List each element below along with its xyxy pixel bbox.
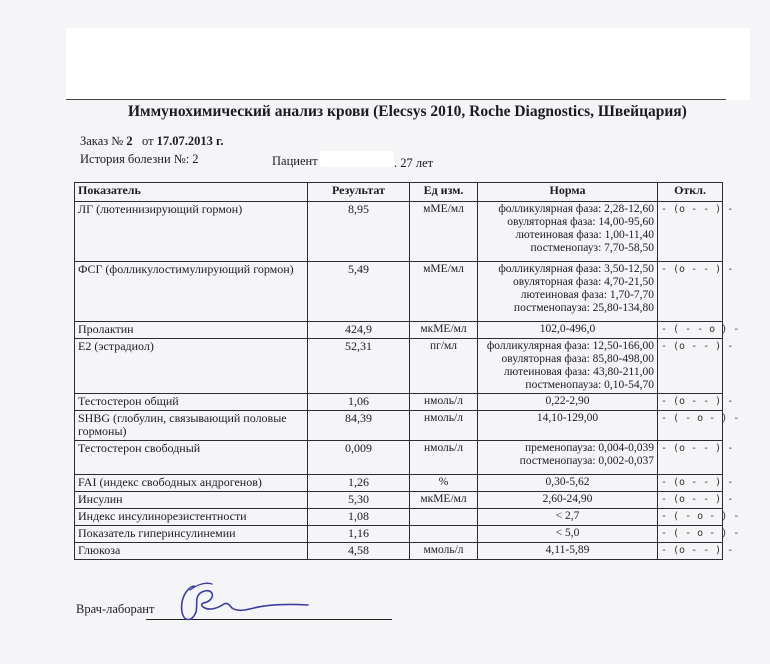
table-row <box>75 322 723 339</box>
patient-age: . 27 лет <box>394 156 434 170</box>
unit-value: мМЕ/мл <box>410 262 478 322</box>
results-table <box>74 182 740 560</box>
norm-range <box>478 339 658 394</box>
norm-line: 0,30-5,62 <box>545 476 590 488</box>
table-row <box>75 543 723 560</box>
result-value: 1,16 <box>308 526 410 543</box>
date-prefix: от <box>141 134 154 148</box>
history-number: 2 <box>192 152 199 166</box>
norm-line: лютеиновая фаза: 1,00-11,40 <box>515 229 654 241</box>
norm-range <box>478 322 658 339</box>
order-line <box>80 134 223 149</box>
norm-range <box>478 475 658 492</box>
column-header-indicator: Показатель <box>75 183 308 202</box>
deviation-indicator: - (o - - ) - <box>658 492 723 509</box>
deviation-indicator: - (o - - ) - <box>658 339 723 394</box>
table-row <box>75 475 723 492</box>
indicator-name: Индекс инсулинорезистентности <box>75 509 308 526</box>
norm-range <box>478 492 658 509</box>
result-value: 84,39 <box>308 411 410 441</box>
indicator-name: Тестостерон свободный <box>75 441 308 475</box>
indicator-name: Пролактин <box>75 322 308 339</box>
norm-line: 102,0-496,0 <box>539 323 596 335</box>
result-value: 424,9 <box>308 322 410 339</box>
deviation-indicator: - (o - - ) - <box>658 202 723 262</box>
norm-range <box>478 509 658 526</box>
history-label: История болезни №: <box>80 152 190 166</box>
norm-line: лютеиновая фаза: 43,80-211,00 <box>503 366 654 378</box>
norm-line: овуляторная фаза: 4,70-21,50 <box>513 276 654 288</box>
deviation-indicator: - (o - - ) - <box>658 262 723 322</box>
unit-value: мкМЕ/мл <box>410 492 478 509</box>
unit-value: нмоль/л <box>410 441 478 475</box>
header-rule <box>66 99 726 100</box>
unit-value <box>410 526 478 543</box>
norm-range <box>478 202 658 262</box>
deviation-indicator: - ( - - o ) - <box>658 322 723 339</box>
deviation-indicator: - ( - o - ) - <box>658 526 723 543</box>
table-row <box>75 509 723 526</box>
norm-line: фолликулярная фаза: 3,50-12,50 <box>498 263 654 275</box>
norm-line: 14,10-129,00 <box>536 412 599 424</box>
norm-line: фолликулярная фаза: 2,28-12,60 <box>498 203 654 215</box>
norm-range <box>478 441 658 475</box>
column-header-norm: Норма <box>478 183 658 202</box>
unit-value: мМЕ/мл <box>410 202 478 262</box>
norm-line: постменопауза: 0,10-54,70 <box>525 379 654 391</box>
table-row <box>75 394 723 411</box>
norm-line: лютеиновая фаза: 1,70-7,70 <box>520 289 654 301</box>
deviation-indicator: - (o - - ) - <box>658 394 723 411</box>
result-value: 1,06 <box>308 394 410 411</box>
result-value: 0,009 <box>308 441 410 475</box>
norm-line: < 5,0 <box>555 527 580 539</box>
deviation-indicator: - ( - o - ) - <box>658 411 723 441</box>
redacted-patient-name <box>320 151 394 167</box>
deviation-indicator: - (o - - ) - <box>658 543 723 560</box>
unit-value: пг/мл <box>410 339 478 394</box>
report-title: Иммунохимический анализ крови (Elecsys 2010, Roche Diagnostics, Швейцария) <box>128 103 687 120</box>
indicator-name: ЛГ (лютеинизирующий гормон) <box>75 202 308 262</box>
norm-line: постменопауза: 25,80-134,80 <box>513 302 654 314</box>
order-number: 2 <box>126 134 133 148</box>
indicator-name: Тестостерон общий <box>75 394 308 411</box>
unit-value <box>410 509 478 526</box>
redacted-header-block <box>66 28 750 100</box>
unit-value: нмоль/л <box>410 411 478 441</box>
norm-line: овуляторная фаза: 85,80-498,00 <box>501 353 654 365</box>
table-row <box>75 441 723 475</box>
norm-range <box>478 543 658 560</box>
indicator-name: SHBG (глобулин, связывающий половые гормоны) <box>75 411 308 441</box>
norm-range <box>478 394 658 411</box>
patient-label: Пациент <box>272 154 318 168</box>
norm-range <box>478 411 658 441</box>
patient-line <box>272 154 318 169</box>
deviation-indicator: - ( - o - ) - <box>658 509 723 526</box>
table-row <box>75 202 723 262</box>
result-value: 1,08 <box>308 509 410 526</box>
norm-line: постменопауза: 0,002-0,037 <box>519 455 654 467</box>
result-value: 5,49 <box>308 262 410 322</box>
table-row <box>75 492 723 509</box>
norm-line: 0,22-2,90 <box>545 395 590 407</box>
deviation-indicator: - (o - - ) - <box>658 441 723 475</box>
handwritten-signature <box>172 578 312 626</box>
history-line <box>80 152 199 167</box>
column-header-unit: Ед изм. <box>410 183 478 202</box>
norm-line: пременопауза: 0,004-0,039 <box>524 442 654 454</box>
column-header-result: Результат <box>308 183 410 202</box>
indicator-name: Е2 (эстрадиол) <box>75 339 308 394</box>
indicator-name: Инсулин <box>75 492 308 509</box>
table-row <box>75 526 723 543</box>
indicator-name: FAI (индекс свободных андрогенов) <box>75 475 308 492</box>
unit-value: ммоль/л <box>410 543 478 560</box>
norm-line: 4,11-5,89 <box>545 544 590 556</box>
norm-line: постменопауз: 7,70-58,50 <box>530 242 654 254</box>
result-value: 5,30 <box>308 492 410 509</box>
unit-value: нмоль/л <box>410 394 478 411</box>
table-row <box>75 339 723 394</box>
table-row <box>75 262 723 322</box>
indicator-name: ФСГ (фолликулостимулирующий гормон) <box>75 262 308 322</box>
table-row <box>75 411 723 441</box>
order-label: Заказ № <box>80 134 124 148</box>
norm-line: овуляторная фаза: 14,00-95,60 <box>507 216 654 228</box>
result-value: 1,26 <box>308 475 410 492</box>
unit-value: % <box>410 475 478 492</box>
indicator-name: Глюкоза <box>75 543 308 560</box>
order-date: 17.07.2013 г. <box>156 134 224 148</box>
norm-range <box>478 526 658 543</box>
norm-line: 2,60-24,90 <box>542 493 593 505</box>
table-header-row <box>75 183 723 202</box>
unit-value: мкМЕ/мл <box>410 322 478 339</box>
indicator-name: Показатель гиперинсулинемии <box>75 526 308 543</box>
deviation-indicator: - (o - - ) - <box>658 475 723 492</box>
result-value: 4,58 <box>308 543 410 560</box>
column-header-deviation: Откл. <box>658 183 723 202</box>
doctor-label: Врач-лаборант <box>76 602 155 616</box>
result-value: 52,31 <box>308 339 410 394</box>
norm-line: < 2,7 <box>555 510 580 522</box>
norm-line: фолликулярная фаза: 12,50-166,00 <box>486 340 654 352</box>
result-value: 8,95 <box>308 202 410 262</box>
norm-range <box>478 262 658 322</box>
